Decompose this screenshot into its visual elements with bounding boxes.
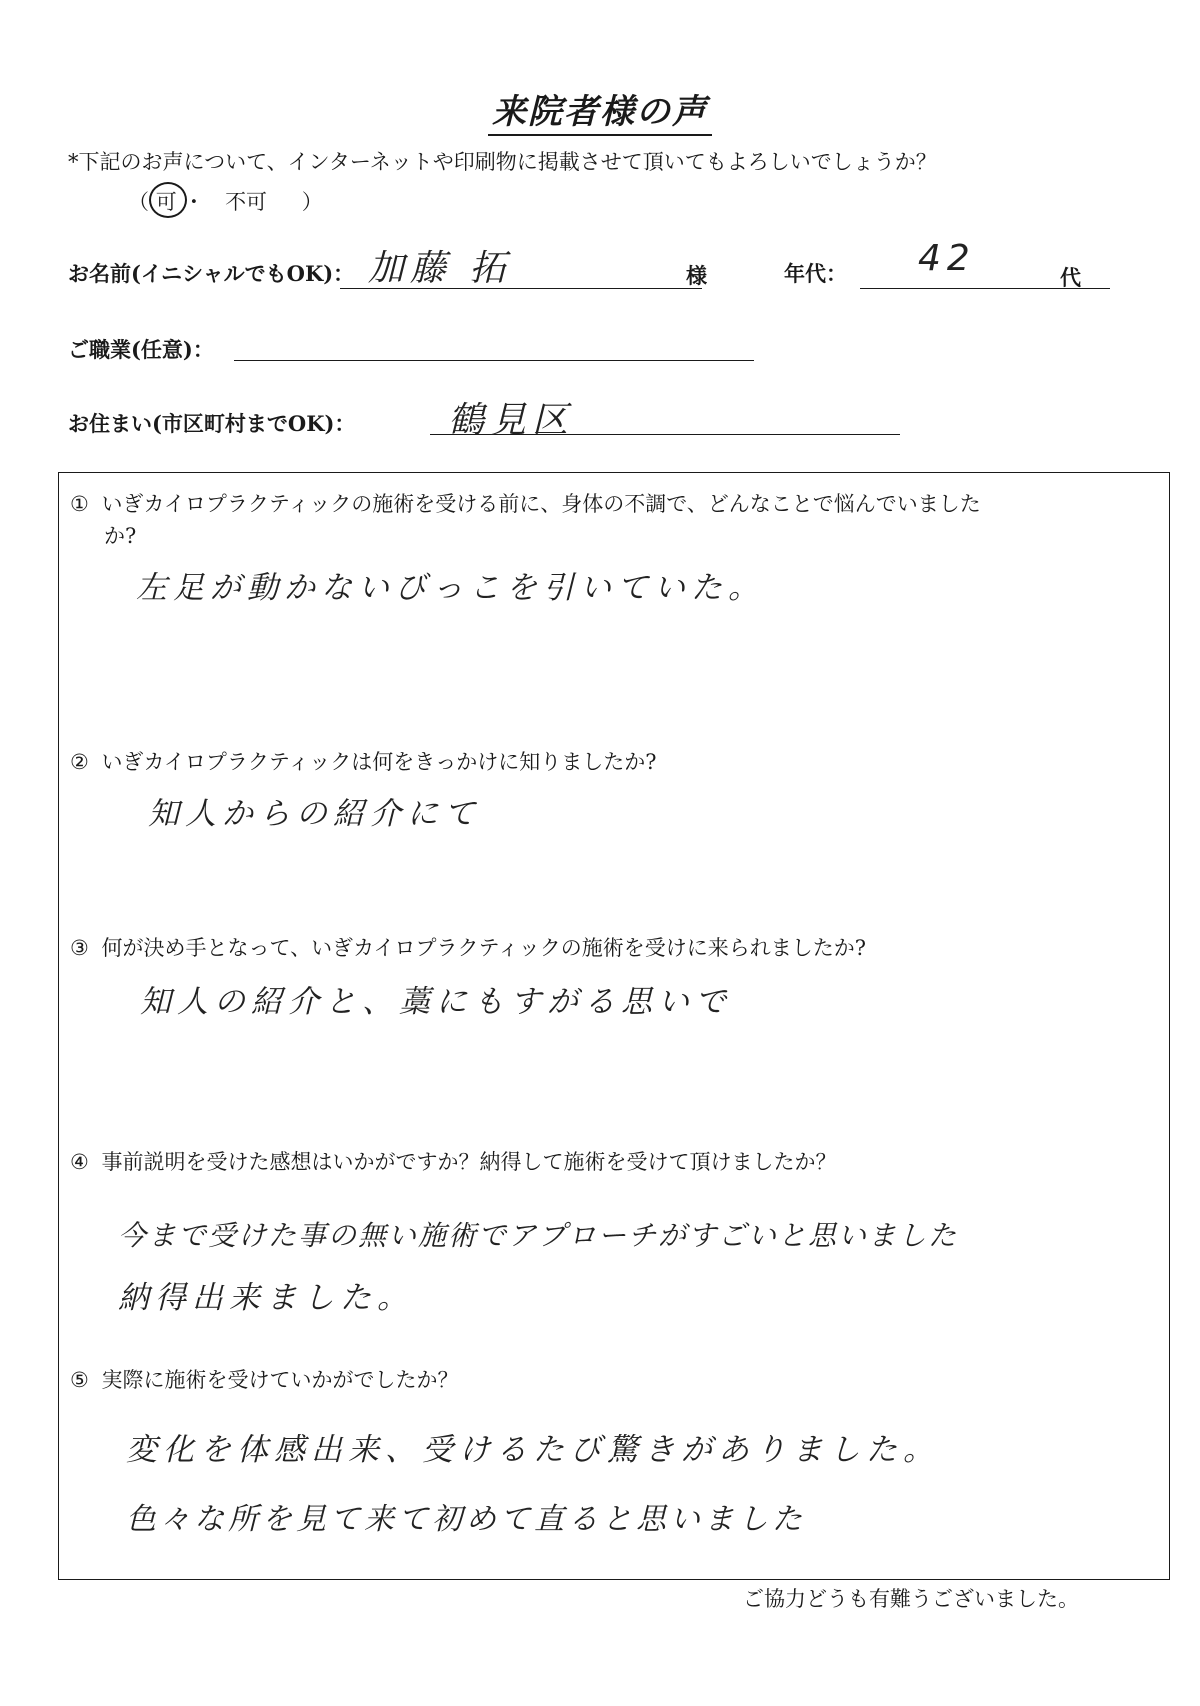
answer-1-line-1[interactable]: 左足が動かないびっこを引いていた。 <box>136 570 765 606</box>
question-4-number: ④ <box>70 1150 89 1174</box>
address-value[interactable]: 鶴見区 <box>448 400 575 441</box>
answer-3-line-1[interactable]: 知人の紹介と、藁にもすがる思いで <box>140 984 732 1020</box>
consent-option-yes[interactable] <box>156 186 177 216</box>
consent-option-yes-label: 可 <box>155 190 177 214</box>
question-3-text: 何が決め手となって、いぎカイロプラクティックの施術を受けに来られましたか? <box>101 936 867 960</box>
question-4 <box>70 1146 837 1176</box>
consent-close-paren: ） <box>301 190 323 214</box>
age-suffix: 代 <box>1060 265 1081 290</box>
selection-circle-mark <box>149 182 187 218</box>
question-1 <box>70 488 981 518</box>
question-2 <box>70 746 656 776</box>
answer-4-line-1[interactable]: 今まで受けた事の無い施術でアプローチがすごいと思いました <box>118 1219 959 1252</box>
consent-question: *下記のお声について、インターネットや印刷物に掲載させて頂いてもよろしいでしょうか？ <box>68 150 937 174</box>
consent-separator: ・ <box>183 190 205 214</box>
question-1-number: ① <box>70 492 89 516</box>
answer-2-line-1[interactable]: 知人からの紹介にて <box>148 796 481 832</box>
question-3-number: ③ <box>70 936 89 960</box>
consent-options <box>128 186 323 216</box>
age-value[interactable]: 42 <box>918 238 976 279</box>
answer-5-line-1[interactable]: 変化を体感出来、受けるたび驚きがありました。 <box>126 1432 940 1468</box>
occupation-underline <box>234 360 754 361</box>
address-label: お住まい(市区町村までOK)： <box>68 411 356 436</box>
question-3 <box>70 932 866 962</box>
question-4-text: 事前説明を受けた感想はいかがですか？納得して施術を受けて頂けましたか？ <box>101 1150 837 1174</box>
answer-4-line-2[interactable]: 納得出来ました。 <box>118 1280 414 1316</box>
question-5-number: ⑤ <box>70 1368 89 1392</box>
question-2-text: いぎカイロプラクティックは何をきっかけに知りましたか? <box>101 750 657 774</box>
consent-open-paren: （ <box>128 190 149 214</box>
question-1-text-cont: か? <box>104 524 137 548</box>
page-title <box>0 84 1200 133</box>
closing-message: ご協力どうも有難うございました。 <box>743 1587 1079 1611</box>
page-title-text: 来院者様の声 <box>488 92 712 136</box>
question-5 <box>70 1364 459 1394</box>
question-1-text: いぎカイロプラクティックの施術を受ける前に、身体の不調で、どんなことで悩んでいました <box>101 492 981 516</box>
questionnaire-box <box>58 472 1170 1580</box>
age-label: 年代： <box>784 261 847 286</box>
question-2-number: ② <box>70 750 89 774</box>
name-value[interactable]: 加藤 拓 <box>368 248 512 289</box>
occupation-label: ご職業(任意)： <box>68 337 214 362</box>
name-suffix: 様 <box>686 263 707 288</box>
answer-5-line-2[interactable]: 色々な所を見て来て初めて直ると思いました <box>126 1502 806 1537</box>
consent-option-no[interactable]: 不可 <box>225 190 268 214</box>
question-5-text: 実際に施術を受けていかがでしたか？ <box>101 1368 459 1392</box>
name-label: お名前(イニシャルでもOK)： <box>68 261 355 286</box>
